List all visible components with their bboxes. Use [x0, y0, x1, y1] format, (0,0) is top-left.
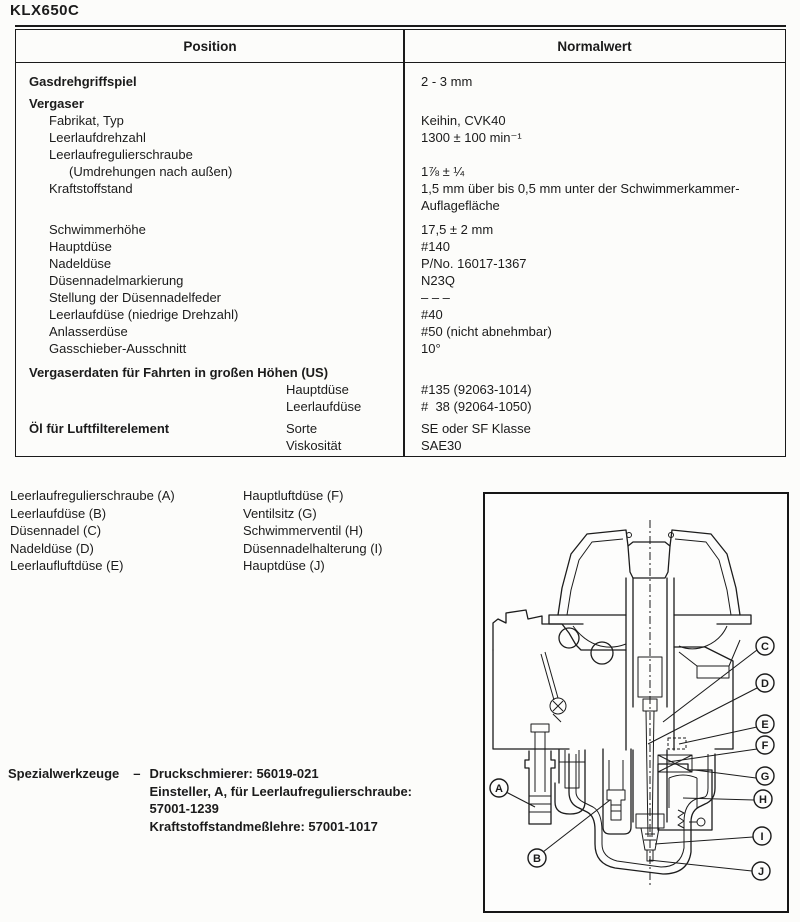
table-row: [16, 146, 785, 163]
special-tools-block: [8, 765, 412, 835]
callout-d: [756, 674, 774, 692]
column-header-normalwert: Normalwert: [557, 38, 632, 54]
page-title: KLX650C: [10, 2, 80, 19]
table-row: [16, 221, 785, 238]
leader-c: [663, 650, 757, 722]
svg-text:A: A: [495, 783, 503, 795]
legend-item: Leerlaufdüse (B): [10, 505, 107, 521]
special-tool-item: 57001-1239: [149, 801, 219, 816]
callout-g: [756, 767, 774, 785]
pilot-screw-detail: [529, 724, 551, 812]
legend-item: Hauptdüse (J): [243, 558, 325, 573]
leader-i: [655, 837, 753, 844]
table-row: [16, 364, 785, 381]
carburetor-diagram: [483, 492, 789, 913]
svg-text:C: C: [761, 641, 769, 653]
spec-value: 1300 ± 100 min⁻¹: [421, 130, 522, 145]
table-row: [16, 437, 785, 454]
spec-label: Öl für Luftfilterelement: [29, 421, 170, 436]
intake-horn: [493, 610, 626, 650]
spec-value: #140: [421, 239, 450, 254]
spec-value: SAE30: [421, 438, 462, 453]
body-pocket-right: [679, 640, 740, 678]
spec-value: P/No. 16017-1367: [421, 256, 527, 271]
spec-label: [16, 437, 404, 454]
float-pivot-cross: [553, 701, 563, 722]
table-row: [16, 272, 785, 289]
table-row: [16, 340, 785, 357]
legend-item: Nadeldüse (D): [10, 540, 94, 556]
column-header-position: Position: [183, 38, 237, 54]
dome-inner-left: [567, 539, 623, 615]
spec-value: SE oder SF Klasse: [421, 421, 531, 436]
table-row: [16, 398, 785, 415]
pilot-screw: [525, 751, 555, 824]
callout-i: [753, 827, 771, 845]
spec-value: [404, 146, 785, 163]
legend-item: Leerlaufregulierschraube (A): [10, 488, 175, 503]
spec-label: Leerlaufdrehzahl: [49, 130, 146, 145]
main-jet: [636, 814, 664, 861]
spec-value: N23Q: [421, 273, 455, 288]
callout-f: [756, 736, 774, 754]
pilot-jet: [607, 760, 625, 820]
valve-pin: [697, 818, 705, 826]
spec-value: 1⅞ ± ¼: [421, 164, 465, 179]
spec-value: #40: [421, 307, 443, 322]
table-row: [16, 255, 785, 272]
leader-d: [648, 688, 757, 744]
legend-item: Leerlaufluftdüse (E): [10, 558, 124, 573]
table-row: [16, 306, 785, 323]
valve-spring: [678, 810, 684, 828]
table-row: [16, 95, 785, 112]
spec-value: 10°: [421, 341, 441, 356]
body-outline: [493, 647, 733, 749]
table-top-rule: [15, 25, 786, 27]
spec-label: Nadeldüse: [49, 256, 112, 271]
spec-label: Leerlaufregulierschraube: [49, 147, 193, 162]
special-tool-item: Kraftstoffstandmeßlehre: 57001-1017: [149, 818, 378, 834]
table-body: [16, 63, 785, 454]
passage-port: [591, 642, 613, 664]
table-row: [16, 73, 785, 90]
leader-b: [543, 800, 610, 852]
spec-value: 2 - 3 mm: [421, 74, 473, 89]
callout-e: [756, 715, 774, 733]
svg-text:H: H: [759, 794, 767, 806]
spec-value: # 38 (92064-1050): [421, 399, 532, 414]
spec-label: (Umdrehungen nach außen): [69, 164, 233, 179]
spec-label: [16, 197, 404, 214]
dome-inner-right: [675, 539, 731, 615]
spring-tower: [628, 546, 670, 578]
spec-label: Stellung der Düsennadelfeder: [49, 290, 222, 305]
special-tool-item: Einsteller, A, für Leerlaufregulierschraube:: [149, 783, 413, 799]
spec-label: Düsennadelmarkierung: [49, 273, 184, 288]
spec-value: #135 (92063-1014): [421, 382, 532, 397]
table-header-row: [16, 30, 785, 63]
choke-housing-detail: [559, 750, 585, 788]
table-row: [16, 381, 785, 398]
callout-j: [752, 862, 770, 880]
svg-text:F: F: [761, 740, 769, 752]
spec-label: Hauptdüse: [49, 239, 112, 254]
table-row: [16, 238, 785, 255]
spec-value: [404, 364, 785, 381]
callout-b: [528, 849, 546, 867]
legend-column-left: [10, 487, 175, 575]
legend-item: Hauptluftdüse (F): [243, 488, 344, 503]
spec-label: Fabrikat, Typ: [49, 113, 124, 128]
leader-j: [649, 860, 752, 871]
spec-value: [404, 95, 785, 112]
float-valve: [669, 775, 697, 808]
spec-label: Anlasserdüse: [49, 324, 128, 339]
diaphragm-right: [679, 626, 727, 649]
svg-text:J: J: [757, 866, 765, 878]
carburetor-cross-section: [485, 494, 787, 911]
spec-label: Kraftstoffstand: [49, 181, 133, 196]
table-row: [16, 420, 785, 437]
spec-sublabel: Hauptdüse: [286, 382, 349, 397]
svg-text:G: G: [760, 771, 770, 783]
table-row: [16, 129, 785, 146]
float-arm: [541, 652, 558, 700]
svg-text:E: E: [761, 719, 769, 731]
spec-label: Leerlaufdüse (niedrige Drehzahl): [49, 307, 239, 322]
svg-text:D: D: [761, 678, 769, 690]
spec-value: – – –: [421, 290, 450, 305]
legend-item: Ventilsitz (G): [243, 505, 317, 521]
special-tool-item: Druckschmierer: 56019-021: [149, 766, 319, 781]
callout-a: [490, 779, 508, 797]
svg-text:I: I: [760, 831, 764, 843]
spec-value: Auflagefläche: [421, 198, 500, 213]
special-tools-lines: [150, 765, 413, 835]
special-tools-dash: –: [133, 766, 141, 781]
specifications-table: [15, 29, 786, 457]
table-row: [16, 112, 785, 129]
spec-sublabel: Leerlaufdüse: [286, 399, 362, 414]
spec-sublabel: Sorte: [286, 421, 318, 436]
choke-housing: [555, 750, 585, 814]
legend-item: Schwimmerventil (H): [243, 523, 363, 538]
table-row: [16, 197, 785, 214]
table-row: [16, 163, 785, 180]
spec-label: Vergaser: [29, 96, 84, 111]
spec-label: Schwimmerhöhe: [49, 222, 146, 237]
spec-value: 17,5 ± 2 mm: [421, 222, 494, 237]
callout-c: [756, 637, 774, 655]
table-row: [16, 180, 785, 197]
table-row: [16, 323, 785, 340]
special-tools-label: Spezialwerkzeuge: [8, 766, 120, 781]
svg-text:B: B: [533, 853, 541, 865]
spec-sublabel: Viskosität: [286, 438, 342, 453]
diaphragm-left: [573, 626, 626, 647]
dome-outline: [558, 530, 740, 615]
table-row: [16, 289, 785, 306]
spec-label: Vergaserdaten für Fahrten in großen Höhen (US): [29, 365, 329, 380]
spec-value: #50 (nicht abnehmbar): [421, 324, 552, 339]
spec-label: Gasschieber-Ausschnitt: [49, 341, 187, 356]
leader-g: [695, 770, 756, 778]
legend-item: Düsennadel (C): [10, 523, 102, 538]
spec-label: Gasdrehgriffspiel: [29, 74, 137, 89]
leader-a: [506, 792, 535, 807]
legend-column-right: [243, 487, 382, 575]
spec-value: 1,5 mm über bis 0,5 mm unter der Schwimmerkammer-: [421, 181, 740, 196]
spec-value: Keihin, CVK40: [421, 113, 506, 128]
callout-h: [754, 790, 772, 808]
legend-item: Düsennadelhalterung (I): [243, 540, 383, 556]
leader-e: [679, 727, 757, 744]
